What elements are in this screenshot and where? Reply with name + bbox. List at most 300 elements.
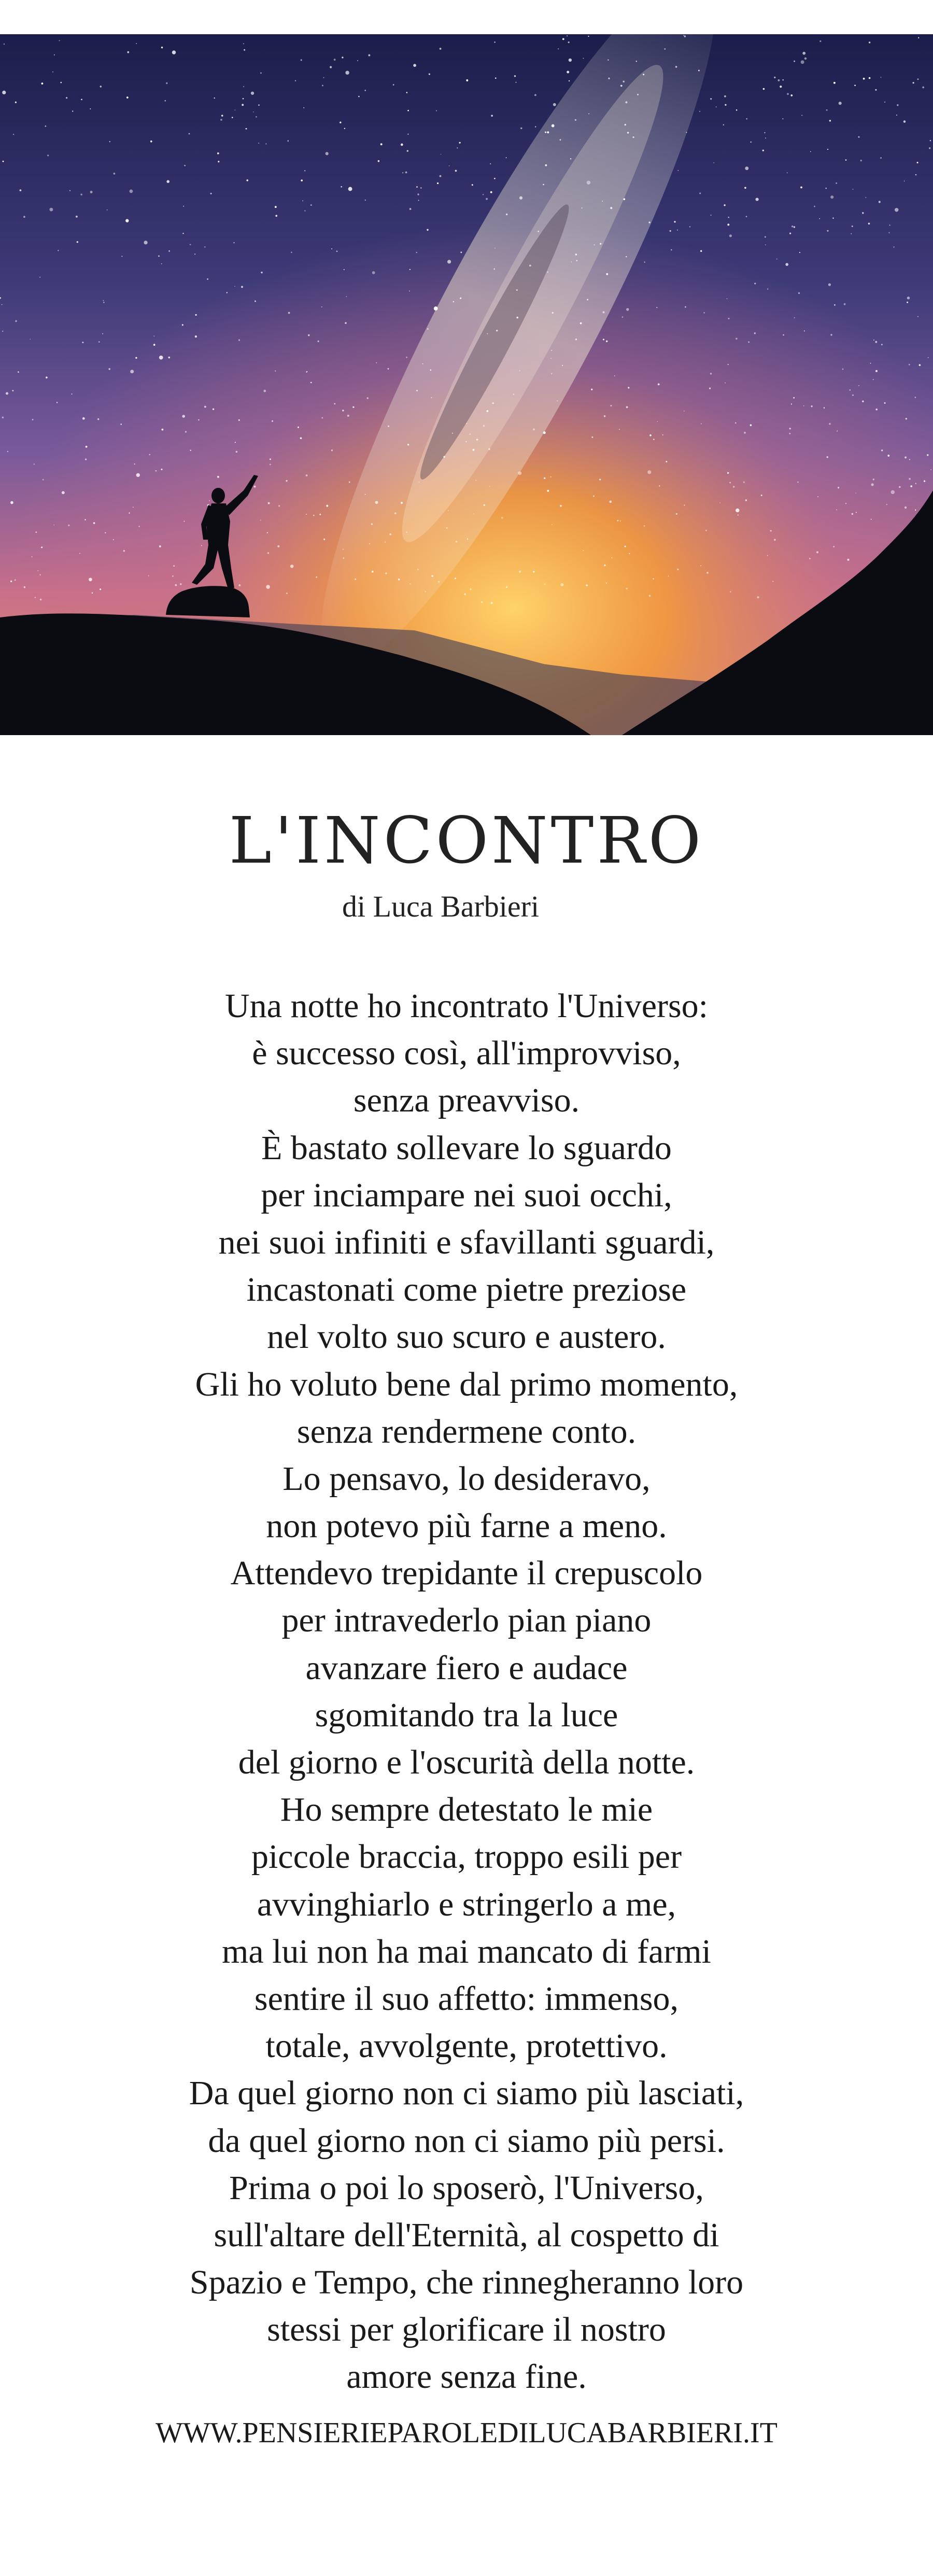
star bbox=[699, 111, 700, 112]
star bbox=[606, 583, 607, 584]
star bbox=[7, 451, 8, 452]
star bbox=[486, 410, 488, 412]
star bbox=[583, 58, 584, 59]
star bbox=[242, 104, 244, 106]
star bbox=[168, 250, 170, 252]
star bbox=[716, 106, 717, 107]
star bbox=[836, 509, 837, 510]
star bbox=[824, 407, 825, 409]
star bbox=[323, 539, 325, 540]
star bbox=[434, 306, 438, 311]
star bbox=[575, 119, 576, 121]
star bbox=[670, 230, 671, 232]
star bbox=[619, 429, 620, 430]
star bbox=[881, 449, 883, 451]
star bbox=[626, 588, 628, 589]
star bbox=[134, 463, 135, 464]
star bbox=[260, 519, 261, 520]
poem-line: sgomitando tra la luce bbox=[315, 1696, 618, 1734]
star bbox=[49, 208, 53, 212]
star bbox=[623, 80, 625, 82]
star bbox=[924, 481, 925, 482]
star bbox=[107, 209, 108, 210]
star bbox=[729, 234, 732, 237]
star bbox=[609, 500, 612, 503]
star bbox=[735, 422, 737, 424]
star bbox=[207, 278, 208, 280]
star bbox=[255, 301, 256, 302]
star bbox=[506, 586, 507, 588]
star bbox=[275, 215, 277, 217]
star bbox=[198, 419, 199, 420]
poem-line: Una notte ho incontrato l'Universo: bbox=[224, 987, 709, 1025]
poem-line: Gli ho voluto bene dal primo momento, bbox=[195, 1365, 738, 1403]
star bbox=[13, 134, 14, 135]
star bbox=[72, 110, 73, 111]
star bbox=[407, 134, 408, 135]
star bbox=[852, 226, 853, 227]
star bbox=[896, 115, 897, 116]
star bbox=[241, 286, 243, 288]
star bbox=[2, 416, 4, 418]
star bbox=[120, 424, 122, 425]
star bbox=[533, 571, 534, 572]
star bbox=[804, 330, 805, 331]
star bbox=[875, 370, 878, 372]
star bbox=[583, 550, 584, 551]
star bbox=[628, 387, 629, 388]
star bbox=[544, 584, 546, 585]
star bbox=[165, 100, 166, 102]
star bbox=[287, 140, 289, 142]
star bbox=[895, 208, 898, 212]
star bbox=[869, 77, 871, 79]
star bbox=[625, 124, 626, 125]
star bbox=[481, 601, 483, 603]
star bbox=[82, 417, 85, 420]
star bbox=[838, 487, 839, 488]
star bbox=[330, 66, 332, 68]
star bbox=[79, 553, 80, 554]
star bbox=[492, 402, 494, 404]
star bbox=[827, 230, 828, 232]
star bbox=[98, 341, 100, 343]
star bbox=[600, 243, 601, 245]
star bbox=[148, 575, 149, 576]
star bbox=[125, 219, 129, 222]
poem-text bbox=[0, 982, 933, 2401]
star bbox=[270, 464, 271, 466]
star bbox=[725, 104, 726, 106]
star bbox=[298, 427, 299, 428]
star bbox=[62, 491, 65, 494]
star bbox=[608, 77, 610, 79]
star bbox=[97, 418, 99, 420]
star bbox=[185, 431, 187, 432]
star bbox=[733, 486, 735, 488]
star bbox=[437, 182, 439, 184]
star bbox=[873, 340, 874, 341]
star bbox=[770, 530, 772, 531]
star bbox=[677, 170, 678, 171]
star bbox=[457, 147, 458, 148]
star bbox=[659, 485, 660, 486]
star bbox=[603, 339, 604, 340]
star bbox=[544, 477, 545, 479]
star bbox=[625, 546, 626, 547]
star bbox=[378, 160, 380, 162]
star bbox=[491, 115, 493, 117]
star bbox=[189, 133, 190, 135]
star bbox=[275, 206, 277, 208]
star bbox=[86, 446, 88, 448]
poem-line: avanzare fiero e audace bbox=[305, 1649, 628, 1687]
star bbox=[560, 583, 563, 586]
star bbox=[306, 474, 308, 476]
star bbox=[685, 306, 686, 308]
star bbox=[801, 60, 804, 64]
star bbox=[41, 546, 43, 548]
star bbox=[135, 357, 137, 359]
star bbox=[626, 101, 628, 103]
star bbox=[837, 431, 838, 432]
star bbox=[814, 206, 815, 207]
star bbox=[594, 244, 595, 245]
star bbox=[571, 261, 572, 262]
star bbox=[607, 59, 609, 60]
star bbox=[746, 216, 747, 217]
star bbox=[71, 393, 72, 395]
star bbox=[826, 456, 828, 458]
star bbox=[629, 553, 630, 554]
poem-line: è successo così, all'improvviso, bbox=[252, 1034, 681, 1073]
star bbox=[738, 514, 739, 515]
star bbox=[24, 586, 26, 588]
star bbox=[791, 403, 792, 404]
star bbox=[369, 543, 370, 544]
star bbox=[470, 588, 471, 590]
poem-line: piccole braccia, troppo esili per bbox=[251, 1838, 682, 1876]
star bbox=[604, 565, 605, 566]
star bbox=[887, 455, 889, 457]
star bbox=[425, 591, 426, 592]
star bbox=[183, 521, 185, 522]
star bbox=[341, 186, 342, 188]
star bbox=[41, 82, 44, 85]
star bbox=[849, 389, 851, 391]
star bbox=[394, 512, 397, 514]
star bbox=[2, 91, 6, 94]
star bbox=[649, 434, 652, 437]
star bbox=[313, 515, 315, 516]
star bbox=[183, 206, 184, 207]
star bbox=[486, 198, 488, 200]
star bbox=[496, 330, 498, 331]
star bbox=[448, 510, 449, 511]
star bbox=[928, 357, 929, 358]
star bbox=[543, 431, 546, 434]
star bbox=[839, 102, 842, 105]
star bbox=[842, 369, 844, 370]
star bbox=[103, 300, 104, 301]
star bbox=[626, 256, 627, 257]
star bbox=[648, 221, 650, 223]
star bbox=[295, 80, 296, 81]
star bbox=[550, 358, 552, 359]
star bbox=[12, 390, 14, 391]
star bbox=[372, 571, 374, 573]
star bbox=[310, 204, 312, 206]
star bbox=[303, 107, 304, 108]
star bbox=[774, 77, 775, 78]
star bbox=[90, 108, 91, 109]
star bbox=[258, 105, 259, 106]
star bbox=[494, 41, 495, 43]
star bbox=[89, 578, 92, 582]
star bbox=[103, 302, 104, 303]
star bbox=[929, 147, 930, 149]
star bbox=[494, 248, 496, 249]
star bbox=[575, 254, 577, 256]
poem-line: nei suoi infiniti e sfavillanti sguardi, bbox=[218, 1223, 715, 1261]
star bbox=[483, 425, 485, 427]
star bbox=[774, 539, 775, 541]
star bbox=[675, 66, 677, 68]
star bbox=[724, 95, 726, 97]
star bbox=[343, 549, 344, 550]
star bbox=[388, 426, 389, 427]
star bbox=[606, 341, 607, 342]
star bbox=[430, 369, 431, 371]
star bbox=[881, 77, 882, 78]
poem-line: È bastato sollevare lo sguardo bbox=[261, 1129, 672, 1167]
star bbox=[123, 550, 125, 552]
star bbox=[342, 57, 343, 58]
star bbox=[388, 368, 389, 370]
star bbox=[856, 512, 857, 513]
star bbox=[880, 157, 882, 159]
poem-line: non potevo più farne a meno. bbox=[266, 1507, 667, 1545]
star bbox=[757, 596, 759, 598]
star bbox=[254, 486, 256, 488]
star bbox=[234, 286, 235, 287]
star bbox=[352, 406, 354, 408]
star bbox=[153, 344, 156, 346]
star bbox=[406, 92, 408, 93]
star bbox=[263, 390, 266, 392]
star bbox=[375, 501, 378, 504]
star bbox=[852, 395, 854, 396]
star bbox=[340, 122, 341, 123]
star bbox=[59, 40, 60, 41]
star bbox=[637, 94, 639, 95]
star bbox=[790, 94, 793, 96]
poem-line: Prima o poi lo sposerò, l'Universo, bbox=[229, 2169, 704, 2207]
star bbox=[830, 334, 832, 336]
star bbox=[587, 181, 590, 185]
star bbox=[623, 198, 625, 200]
star bbox=[6, 392, 8, 395]
star bbox=[45, 125, 47, 127]
star bbox=[547, 490, 549, 492]
star bbox=[102, 333, 103, 334]
star bbox=[156, 470, 157, 471]
star bbox=[538, 231, 539, 232]
star bbox=[547, 131, 549, 133]
star bbox=[301, 179, 303, 181]
star bbox=[401, 144, 403, 146]
star bbox=[251, 92, 254, 95]
star bbox=[355, 579, 356, 580]
star bbox=[657, 421, 658, 422]
star bbox=[256, 116, 257, 118]
star bbox=[40, 599, 42, 601]
star bbox=[668, 575, 669, 576]
star bbox=[483, 194, 484, 195]
star bbox=[182, 415, 185, 418]
star bbox=[748, 341, 750, 343]
star bbox=[334, 59, 336, 61]
star bbox=[168, 357, 171, 359]
star bbox=[879, 201, 881, 203]
star bbox=[904, 456, 907, 458]
star bbox=[825, 188, 827, 189]
star bbox=[490, 191, 492, 193]
star bbox=[326, 505, 328, 507]
star bbox=[604, 415, 606, 417]
star bbox=[108, 368, 110, 370]
star bbox=[922, 87, 924, 89]
star bbox=[727, 298, 728, 299]
star bbox=[306, 514, 307, 515]
star bbox=[364, 90, 365, 91]
star bbox=[109, 141, 110, 142]
star bbox=[582, 207, 583, 208]
star bbox=[144, 241, 147, 244]
star bbox=[227, 292, 228, 293]
star bbox=[244, 49, 245, 51]
star bbox=[754, 283, 756, 284]
star bbox=[366, 397, 368, 399]
poem-line: sentire il suo affetto: immenso, bbox=[254, 1979, 679, 2018]
star bbox=[800, 187, 802, 189]
star bbox=[318, 341, 319, 342]
star bbox=[77, 241, 78, 243]
star bbox=[810, 151, 811, 152]
star bbox=[402, 172, 403, 173]
star bbox=[728, 364, 729, 365]
star bbox=[304, 170, 305, 171]
star bbox=[172, 575, 174, 577]
star bbox=[218, 161, 219, 162]
star bbox=[406, 357, 407, 358]
star bbox=[865, 197, 866, 198]
poem-line: senza preavviso. bbox=[353, 1081, 580, 1120]
star bbox=[614, 375, 615, 376]
star bbox=[126, 96, 129, 98]
star bbox=[357, 60, 358, 61]
star bbox=[551, 373, 552, 374]
star bbox=[195, 335, 197, 337]
star bbox=[684, 505, 685, 506]
star bbox=[443, 456, 445, 458]
night-sky-illustration bbox=[0, 34, 933, 735]
star bbox=[93, 522, 95, 524]
star bbox=[159, 356, 163, 360]
star bbox=[534, 94, 536, 96]
star bbox=[713, 162, 714, 163]
poem-line: Attendevo trepidante il crepuscolo bbox=[230, 1554, 703, 1593]
star bbox=[626, 308, 629, 311]
star bbox=[372, 271, 375, 274]
star bbox=[705, 530, 707, 531]
star bbox=[39, 277, 40, 278]
star bbox=[56, 402, 58, 403]
star bbox=[316, 576, 318, 578]
star bbox=[159, 545, 161, 547]
star bbox=[371, 524, 373, 525]
star bbox=[854, 85, 856, 86]
poem-line: amore senza fine. bbox=[346, 2358, 587, 2396]
star bbox=[884, 102, 885, 103]
star bbox=[620, 520, 621, 522]
star bbox=[431, 397, 432, 398]
poem-line: Lo pensavo, lo desideravo, bbox=[282, 1459, 651, 1498]
star bbox=[562, 38, 564, 40]
star bbox=[767, 288, 768, 289]
star bbox=[326, 152, 329, 155]
star bbox=[765, 236, 766, 238]
star bbox=[286, 593, 287, 594]
star bbox=[858, 136, 860, 138]
star bbox=[917, 316, 918, 317]
star bbox=[658, 384, 660, 386]
star bbox=[827, 149, 828, 150]
star bbox=[765, 137, 766, 138]
star bbox=[736, 337, 738, 340]
star bbox=[751, 142, 752, 143]
poem-line: Da quel giorno non ci siamo più lasciati, bbox=[189, 2074, 744, 2113]
star bbox=[20, 189, 22, 191]
star bbox=[43, 479, 44, 481]
star bbox=[161, 469, 163, 470]
star bbox=[23, 216, 25, 218]
star bbox=[453, 301, 454, 302]
star bbox=[90, 191, 93, 193]
star bbox=[603, 311, 605, 313]
star bbox=[172, 50, 176, 54]
star bbox=[389, 533, 391, 535]
star bbox=[440, 175, 442, 177]
star bbox=[728, 217, 729, 218]
star bbox=[724, 204, 725, 206]
star bbox=[489, 486, 490, 487]
star bbox=[213, 409, 214, 410]
star bbox=[606, 273, 608, 275]
star bbox=[267, 552, 269, 554]
star bbox=[664, 48, 666, 50]
star bbox=[576, 260, 577, 261]
star bbox=[409, 290, 410, 291]
star bbox=[730, 591, 731, 592]
star bbox=[851, 233, 852, 234]
star bbox=[588, 114, 589, 115]
star bbox=[238, 584, 241, 586]
star bbox=[833, 546, 835, 547]
star bbox=[794, 317, 795, 318]
star bbox=[889, 224, 890, 226]
star bbox=[915, 483, 917, 484]
